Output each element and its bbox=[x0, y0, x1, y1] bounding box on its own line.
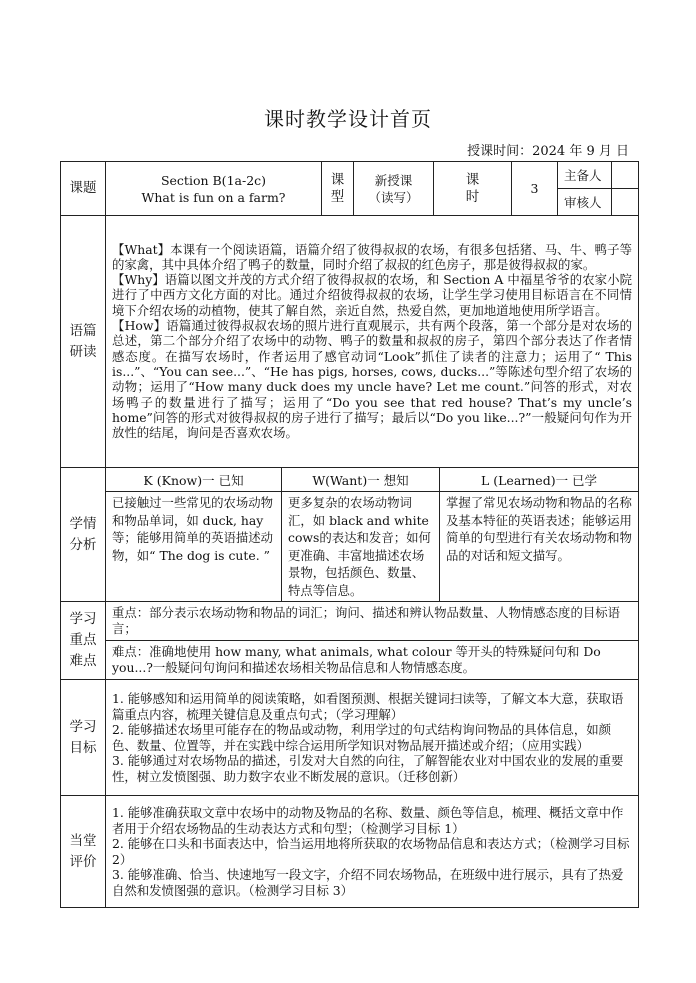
objective-item: 1. 能够感知和运用简单的阅读策略，如看图预测、根据关键词扫读等，了解文本大意，获取语篇重点内容，梳理关键信息及重点句式；（学习理解） bbox=[112, 691, 624, 722]
text-study-how: 【How】语篇通过彼得叔叔农场的照片进行直观展示，共有两个段落，第一个部分是对农场的总述，第二个部分介绍了农场中的动物、鸭子的数量和叔叔的房子，第四个部分表达了作者情感态度。在描写农场时，作者运用了感官动词“Look”抓住了读者的注意力；运用了“ This is...”、“You can see...”、“He has pigs, horses, cows, ducks...”等陈述句型介绍了农场的动物；运用了“How many duck does my uncle have? Let me count.”问答的形式，对农场鸭子的数量进行了描写；运用了“Do you see that red house? That’s my uncle’s home”问答的形式对彼得叔叔的房子进行了描写；最后以“Do you like...?”一般疑问句作为开放性的结尾，询问是否喜欢农场。 bbox=[112, 318, 633, 441]
text-study-why: 【Why】语篇以图文并茂的方式介绍了彼得叔叔的农场，和 Section A 中福星爷爷的农家小院进行了中西方文化方面的对比。通过介绍彼得叔叔的农场，让学生学习使用目标语言在不同情境下介绍农场的动植物，使其了解自然，亲近自然，热爱自然，更加地道地使用所学语言。 bbox=[112, 272, 633, 318]
lesson-type-value bbox=[354, 162, 434, 216]
lesson-type-value-1: 新授课 bbox=[374, 172, 413, 188]
key-points-label-1: 学习 bbox=[69, 611, 97, 627]
learner-analysis-label-1: 学情 bbox=[69, 515, 97, 532]
objective-item: 3. 能够通过对农场物品的描述，引发对大自然的向往，了解智能农业对中国农业的发展的重要性，树立发愤图强、助力数字农业不断发展的意识。（迁移创新） bbox=[112, 753, 624, 784]
lesson-hours-label-2: 时 bbox=[465, 188, 480, 205]
key-points-label-3: 难点 bbox=[69, 653, 97, 669]
reviewer-value bbox=[612, 189, 639, 216]
kwl-want-header: W(Want)一 想知 bbox=[282, 468, 440, 492]
learner-analysis-label bbox=[61, 468, 106, 602]
topic-line-2: What is fun on a farm? bbox=[141, 189, 286, 205]
kwl-learned-body: 掌握了常见农场动物和物品的名称及基本特征的英语表述；能够运用简单的句型进行有关农场动物和物品的对话和短文描写。 bbox=[440, 492, 639, 602]
evaluation-item: 3. 能够准确、恰当、快速地写一段文字，介绍不同农场物品，在班级中进行展示，具有了热爱自然和发愤图强的意识。（检测学习目标 3） bbox=[112, 867, 624, 898]
difficult-points-text: 难点：准确地使用 how many, what animals, what colour 等开头的特殊疑问句和 Do you...?一般疑问句询问和描述农场相关物品信息和人物情感态度。 bbox=[106, 641, 639, 680]
lesson-date: 授课时间：2024 年 9 月 日 bbox=[467, 144, 629, 159]
lesson-plan-table bbox=[60, 161, 639, 908]
key-points-label bbox=[61, 602, 106, 680]
evaluation-label bbox=[61, 796, 106, 908]
kwl-know-body: 已接触过一些常见的农场动物和物品单词，如 duck, hay 等；能够用简单的英语描述动物，如“ The dog is cute. ” bbox=[106, 492, 282, 602]
kwl-want-body: 更多复杂的农场动物词汇，如 black and white cows的表达和发音；如何更准确、丰富地描述农场景物，包括颜色、数量、特点等信息。 bbox=[282, 492, 440, 602]
lesson-type-label bbox=[322, 162, 354, 216]
text-study-what: 【What】本课有一个阅读语篇，语篇介绍了彼得叔叔的农场，有很多包括猪、马、牛、鸭子等的家禽，其中具体介绍了鸭子的数量，同时介绍了叔叔的红色房子，那是彼得叔叔的家。 bbox=[112, 241, 633, 272]
key-points-text: 重点：部分表示农场动物和物品的词汇；询问、描述和辨认物品数量、人物情感态度的目标语言； bbox=[106, 602, 639, 641]
objectives-label-2: 目标 bbox=[69, 739, 97, 756]
kwl-learned-header: L (Learned)一 已学 bbox=[440, 468, 639, 492]
objectives-content bbox=[106, 680, 639, 796]
lead-teacher-value bbox=[612, 162, 639, 189]
evaluation-label-2: 评价 bbox=[69, 853, 97, 870]
lesson-type-value-2: （读写） bbox=[368, 189, 419, 205]
topic-line-1: Section B(1a-2c) bbox=[160, 172, 267, 188]
objective-item: 2. 能够描述农场里可能存在的物品或动物，利用学过的句式结构询问物品的具体信息，如颜色、数量、位置等，并在实践中综合运用所学知识对物品展开描述或介绍；（应用实践） bbox=[112, 722, 611, 753]
evaluation-item: 1. 能够准确获取文章中农场中的动物及物品的名称、数量、颜色等信息，梳理、概括文章中作者用于介绍农场物品的生动表达方式和句型；（检测学习目标 1） bbox=[112, 805, 624, 836]
objectives-label-1: 学习 bbox=[69, 718, 97, 735]
evaluation-content bbox=[106, 796, 639, 908]
lesson-hours-value: 3 bbox=[512, 162, 558, 216]
key-points-label-2: 重点 bbox=[69, 632, 97, 648]
lesson-hours-label bbox=[434, 162, 512, 216]
lesson-type-label-2: 型 bbox=[330, 188, 345, 205]
objectives-label bbox=[61, 680, 106, 796]
lesson-type-label-1: 课 bbox=[330, 171, 345, 188]
text-study-label-1: 语篇 bbox=[69, 322, 97, 339]
lead-teacher-label: 主备人 bbox=[558, 162, 612, 189]
text-study-label bbox=[61, 216, 106, 468]
reviewer-label: 审核人 bbox=[558, 189, 612, 216]
evaluation-label-1: 当堂 bbox=[69, 832, 97, 849]
kwl-know-header: K (Know)一 已知 bbox=[106, 468, 282, 492]
evaluation-item: 2. 能够在口头和书面表达中，恰当运用地将所获取的农场物品信息和表达方式；（检测学习目标 2） bbox=[112, 836, 630, 867]
page-title: 课时教学设计首页 bbox=[264, 107, 432, 131]
topic-label: 课题 bbox=[61, 162, 106, 216]
text-study-label-2: 研读 bbox=[69, 343, 97, 360]
text-study-content bbox=[106, 216, 639, 468]
learner-analysis-label-2: 分析 bbox=[69, 536, 97, 553]
lesson-hours-label-1: 课 bbox=[465, 171, 480, 188]
topic-value bbox=[106, 162, 322, 216]
